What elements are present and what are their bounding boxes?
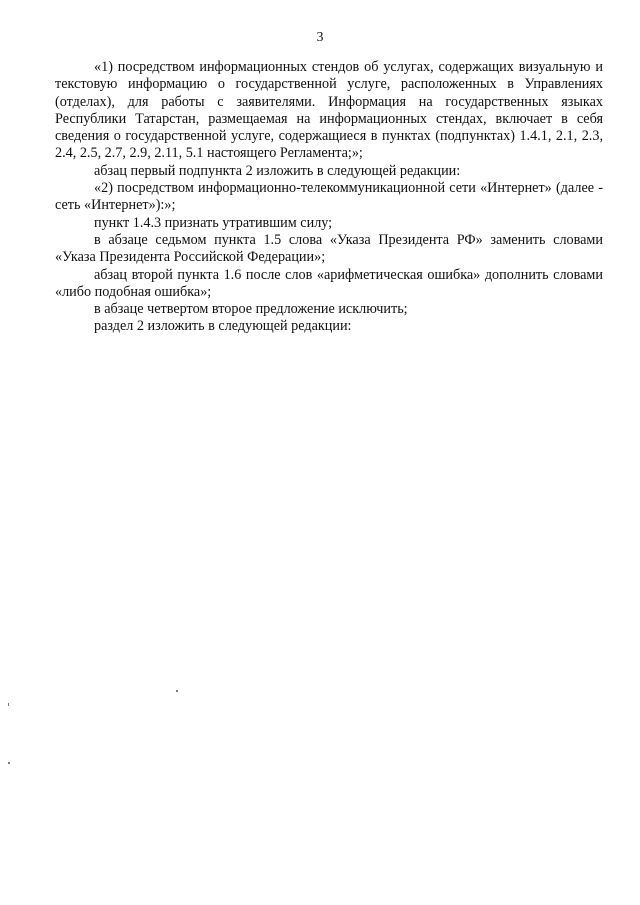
paragraph-fourth-sentence-exclude: в абзаце четвертом второе предложение исключить;	[94, 301, 408, 318]
paragraph-amendment-subpoint-2: абзац первый подпункта 2 изложить в следующей редакции:	[94, 162, 461, 179]
document-body	[55, 59, 603, 336]
paragraph-section-2-restate: раздел 2 изложить в следующей редакции:	[94, 318, 352, 335]
paragraph-stands-information: «1) посредством информационных стендов об услугах, содержащих визуальную и текстовую информацию о государственной услуге, расположенных в Управлениях (отделах), для работы с заявителями. Информация на государственных языках Республики Татарстан, размещаемая на информационных стендах, включает в себя сведения о государственной услуге, содержащиеся в пунктах (подпунктах) 1.4.1, 2.1, 2.3, 2.4, 2.5, 2.7, 2.9, 2.11, 5.1 настоящего Регламента;»;	[55, 59, 603, 162]
paragraph-point-1-6-supplement: абзац второй пункта 1.6 после слов «арифметическая ошибка» дополнить словами «либо подобная ошибка»;	[55, 266, 603, 300]
page-number: 3	[316, 30, 324, 45]
scan-speck	[8, 762, 10, 764]
paragraph-internet-network: «2) посредством информационно-телекоммуникационной сети «Интернет» (далее - сеть «Интернет»):»;	[55, 180, 603, 214]
scan-speck	[8, 703, 9, 706]
paragraph-point-1-5-replace: в абзаце седьмом пункта 1.5 слова «Указа Президента РФ» заменить словами «Указа Президента Российской Федерации»;	[55, 231, 603, 266]
scan-speck	[176, 690, 178, 692]
paragraph-point-1-4-3-void: пункт 1.4.3 признать утратившим силу;	[94, 214, 333, 231]
